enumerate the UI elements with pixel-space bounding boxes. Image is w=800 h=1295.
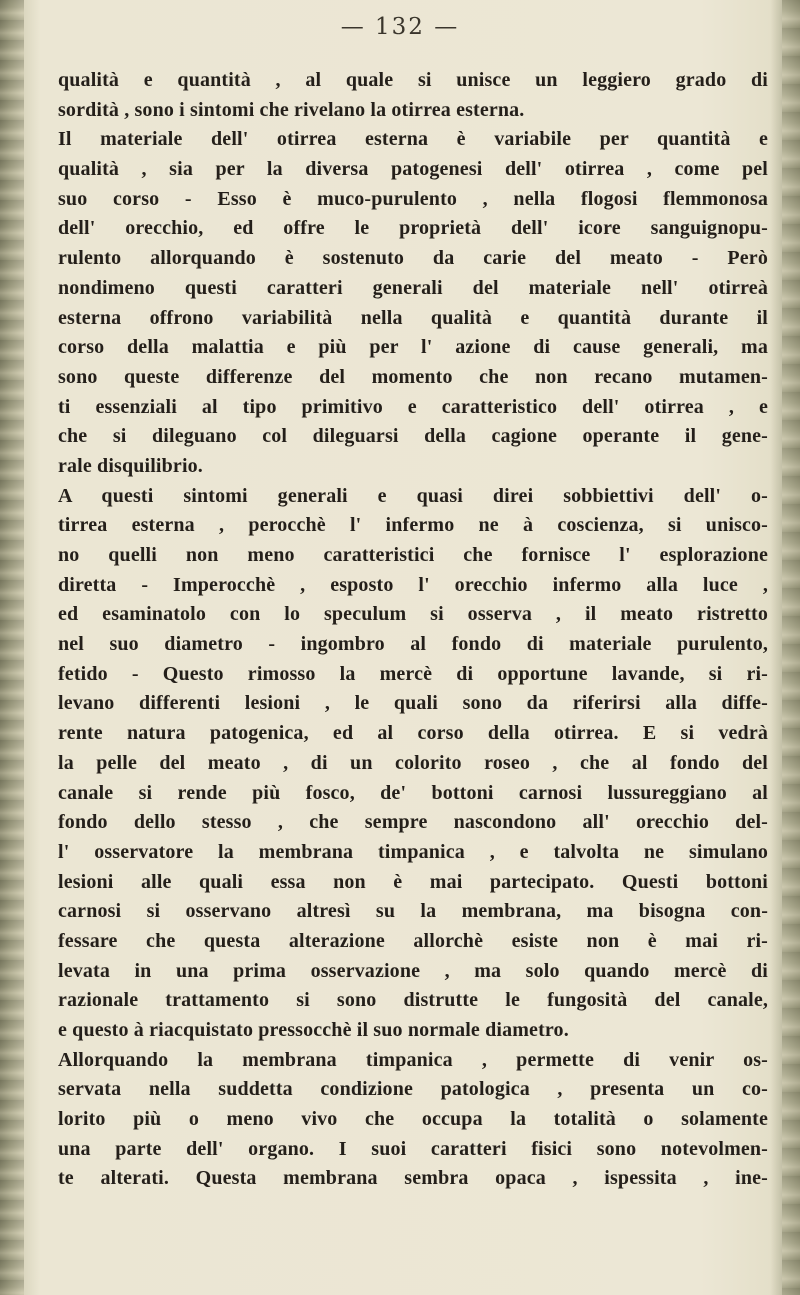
text-line: A questi sintomi generali e quasi direi sobbiettivi dell' o- [58,484,768,507]
text-line: levata in una prima osservazione , ma solo quando mercè di [58,959,768,982]
text-line: fondo dello stesso , che sempre nascondono all' orecchio del- [58,811,768,834]
text-line: fessare che questa alterazione allorchè esiste non è mai ri- [58,929,768,952]
text-line: l' osservatore la membrana timpanica , e talvolta ne simulano [58,840,768,863]
text-line: sordità , sono i sintomi che rivelano la otirrea esterna. [58,98,525,121]
text-line: che si dileguano col dileguarsi della cagione operante il gene- [58,425,768,448]
text-line: tirrea esterna , perocchè l' infermo ne à coscienza, si unisco- [58,514,768,537]
text-line: diretta - Imperocchè , esposto l' orecchio infermo alla luce , [58,573,768,596]
text-line: e questo à riacquistato pressocchè il suo normale diametro. [58,1019,569,1041]
text-line: Il materiale dell' otirrea esterna è variabile per quantità e [58,128,768,151]
text-line: esterna offrono variabilità nella qualità e quantità durante il [58,306,768,329]
text-line: canale si rende più fosco, de' bottoni carnosi lussureggiano al [58,781,768,804]
text-line: corso della malattia e più per l' azione di cause generali, ma [58,336,768,359]
text-line: servata nella suddetta condizione patologica , presenta un co- [58,1078,768,1101]
text-line: ti essenziali al tipo primitivo e caratteristico dell' otirrea , e [58,395,768,418]
page-binding-edge [0,0,24,1295]
text-line: suo corso - Esso è muco-purulento , nella flogosi flemmonosa [58,187,768,210]
text-line: fetido - Questo rimosso la mercè di opportune lavande, si ri- [58,662,768,685]
text-line: nondimeno questi caratteri generali del materiale nell' otirreà [58,276,768,299]
text-line: rente natura patogenica, ed al corso della otirrea. E si vedrà [58,722,768,745]
text-line: la pelle del meato , di un colorito roseo , che al fondo del [58,751,768,774]
text-line: Allorquando la membrana timpanica , permette di venir os- [58,1048,768,1071]
text-line: levano differenti lesioni , le quali sono da riferirsi alla diffe- [58,692,768,715]
text-line: rale disquilibrio. [58,454,203,477]
text-line: nel suo diametro - ingombro al fondo di materiale purulento, [58,633,768,656]
text-line: te alterati. Questa membrana sembra opaca , ispessita , ine- [58,1167,768,1190]
page-number: — 132 — [340,14,460,40]
text-line: carnosi si osservano altresì su la membrana, ma bisogna con- [58,900,768,923]
text-line: razionale trattamento si sono distrutte le fungosità del canale, [58,989,768,1012]
text-line: lorito più o meno vivo che occupa la totalità o solamente [58,1108,768,1131]
text-line: dell' orecchio, ed offre le proprietà dell' icore sanguignopu- [58,217,768,240]
text-line: una parte dell' organo. I suoi caratteri fisici sono notevolmen- [58,1137,768,1160]
text-line: sono queste differenze del momento che non recano mutamen- [58,365,768,388]
text-line: qualità e quantità , al quale si unisce un leggiero grado di [58,69,768,91]
text-line: qualità , sia per la diversa patogenesi dell' otirrea , come pel [58,158,768,181]
text-line: lesioni alle quali essa non è mai partecipato. Questi bottoni [58,870,768,893]
text-line: rulento allorquando è sostenuto da carie del meato - Però [58,247,768,270]
text-line: ed esaminatolo con lo speculum si osserva , il meato ristretto [58,603,768,626]
page-right-edge [782,0,800,1295]
body-text [58,66,768,1194]
text-line: no quelli non meno caratteristici che fornisce l' esplorazione [58,544,768,566]
